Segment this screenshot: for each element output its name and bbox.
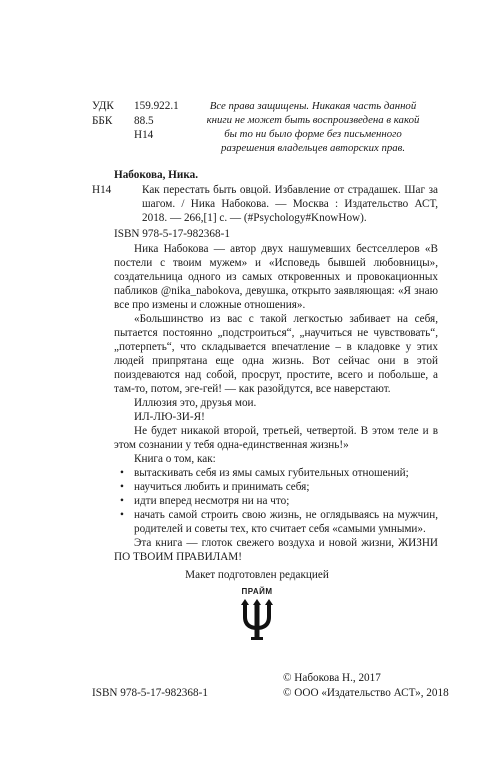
list-item: • вытаскивать себя из ямы самых губительных отношений;	[120, 467, 409, 479]
annotation-paragraph: Ника Набокова — автор двух нашумевших бестселлеров «В постели с твоим мужем» и «Исповедь бывшей любовницы», создательница одного из самых откровенных и провокационных пабликов @nika_nabokova, девушка, открыто заявляющая: «Я знаю все про измены и сложные отношения».	[114, 243, 438, 311]
udk-value: 159.922.1	[134, 100, 179, 112]
author-heading: Набокова, Ника.	[114, 169, 198, 181]
copyright-author: © Набокова Н., 2017	[283, 672, 381, 684]
logo-text: ПРАЙМ	[241, 587, 273, 596]
classification-labels	[92, 99, 132, 143]
annotation-paragraph: Книга о том, как:	[134, 453, 216, 465]
author-mark-value: Н14	[134, 129, 154, 141]
bbk-value: 88.5	[134, 114, 154, 127]
isbn-main: ISBN 978-5-17-982368-1	[114, 228, 230, 240]
closing-paragraph: Эта книга — глоток свежего воздуха и новой жизни, ЖИЗНИ ПО ТВОИМ ПРАВИЛАМ!	[114, 537, 438, 563]
bullet-icon: •	[120, 481, 124, 493]
bibliographic-citation: Как перестать быть овцой. Избавление от страдашек. Шаг за шагом. / Ника Набокова. — Москва : Издательство АСТ, 2018. — 266,[1] с. — (#Psychology#KnowHow).	[142, 184, 438, 224]
bullet-icon: •	[120, 509, 124, 521]
list-item: • начать самой строить свою жизнь, не оглядываясь на мужчин, родителей и советы тех, кто считает себя «самыми умными».	[120, 509, 438, 535]
list-item: • идти вперед несмотря ни на что;	[120, 495, 290, 507]
copyright-publisher: © ООО «Издательство АСТ», 2018	[283, 687, 449, 699]
list-item: • научиться любить и принимать себя;	[120, 481, 310, 493]
editorial-note: Макет подготовлен редакцией	[185, 569, 329, 581]
annotation	[114, 242, 438, 564]
publisher-logo	[227, 585, 287, 637]
bbk-label: ББК	[92, 114, 113, 127]
psi-trident-icon	[227, 599, 287, 641]
bullet-icon: •	[120, 467, 124, 479]
isbn-bottom: ISBN 978-5-17-982368-1	[92, 687, 208, 699]
call-code: Н14	[92, 184, 112, 196]
rights-notice: Все права защищены. Никакая часть данной книги не может быть воспроизведена в какой бы то ни было форме без письменного разрешения владельцев авторских прав.	[206, 100, 420, 154]
bullet-icon: •	[120, 495, 124, 507]
annotation-paragraph: ИЛ-ЛЮ-ЗИ-Я!	[134, 411, 205, 423]
annotation-paragraph: «Большинство из вас с такой легкостью забивает на себя, пытается постоянно „подстроиться“, „научиться не чувствовать“, „потерпеть“, что складывается впечатление – в кладовке у этих людей припрятана еще одна жизнь. Вот сейчас они в этой поиздеваются над собой, просрут, простите, всего и побольше, а там-то, потом, эге-гей! — как разойдутся, все наверстают.	[114, 313, 438, 395]
bullet-list	[114, 466, 438, 536]
classification-values	[134, 99, 194, 143]
annotation-paragraph: Иллюзия это, друзья мои.	[134, 397, 257, 409]
udk-label: УДК	[92, 100, 114, 112]
annotation-paragraph: Не будет никакой второй, третьей, четвертой. В этом теле и в этом сознании у тебя одна-единственная жизнь!»	[114, 425, 438, 451]
empty-label	[92, 128, 132, 143]
